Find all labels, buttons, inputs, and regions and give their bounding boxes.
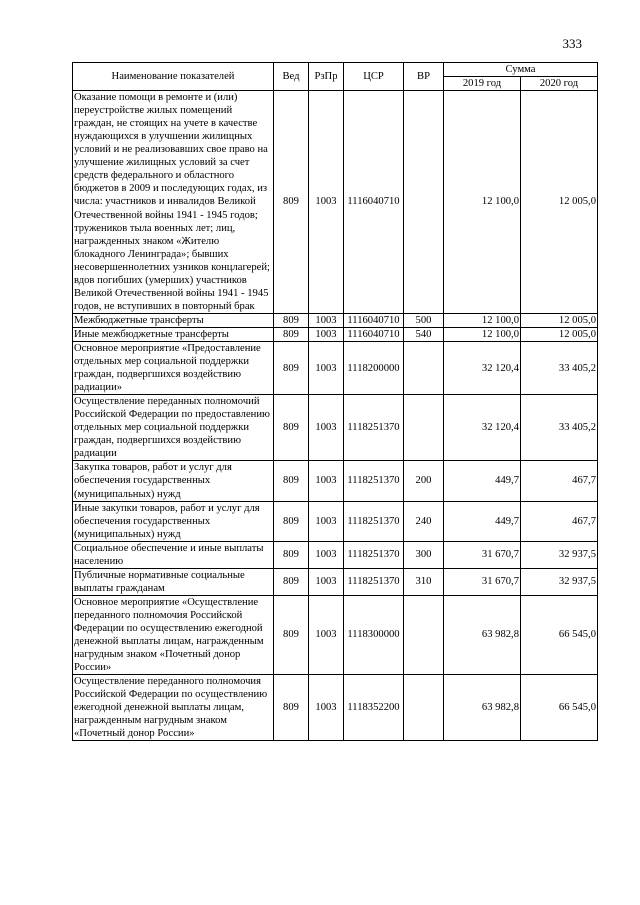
- cell-csr: 1118251370: [344, 461, 404, 501]
- cell-rzpr: 1003: [309, 327, 344, 341]
- cell-ved: 809: [274, 541, 309, 568]
- cell-vr: [404, 341, 444, 394]
- cell-sum-2019: 32 120,4: [444, 395, 521, 461]
- cell-sum-2019: 31 670,7: [444, 541, 521, 568]
- cell-sum-2020: 12 005,0: [521, 91, 598, 314]
- cell-csr: 1118251370: [344, 395, 404, 461]
- cell-csr: 1118251370: [344, 568, 404, 595]
- cell-rzpr: 1003: [309, 541, 344, 568]
- budget-table: [72, 62, 598, 741]
- cell-csr: 1118352200: [344, 675, 404, 741]
- cell-sum-2019: 31 670,7: [444, 568, 521, 595]
- cell-csr: 1118251370: [344, 541, 404, 568]
- cell-rzpr: 1003: [309, 461, 344, 501]
- cell-vr: [404, 91, 444, 314]
- header-csr: ЦСР: [344, 63, 404, 91]
- cell-vr: [404, 395, 444, 461]
- cell-rzpr: 1003: [309, 568, 344, 595]
- cell-name: Социальное обеспечение и иные выплаты населению: [73, 541, 274, 568]
- cell-name: Основное мероприятие «Предоставление отдельных мер социальной поддержки граждан, подвергшихся воздействию радиации»: [73, 341, 274, 394]
- header-sum: Сумма: [444, 63, 598, 77]
- cell-vr: 240: [404, 501, 444, 541]
- cell-sum-2020: 66 545,0: [521, 675, 598, 741]
- table-row: [73, 313, 598, 327]
- cell-name: Иные межбюджетные трансферты: [73, 327, 274, 341]
- table-row: [73, 595, 598, 674]
- cell-csr: 1116040710: [344, 91, 404, 314]
- cell-sum-2019: 63 982,8: [444, 675, 521, 741]
- table-row: [73, 541, 598, 568]
- cell-ved: 809: [274, 461, 309, 501]
- table-row: [73, 395, 598, 461]
- cell-sum-2020: 12 005,0: [521, 313, 598, 327]
- cell-name: Межбюджетные трансферты: [73, 313, 274, 327]
- cell-rzpr: 1003: [309, 675, 344, 741]
- cell-csr: 1118300000: [344, 595, 404, 674]
- cell-name: Иные закупки товаров, работ и услуг для обеспечения государственных (муниципальных) нужд: [73, 501, 274, 541]
- cell-ved: 809: [274, 675, 309, 741]
- cell-rzpr: 1003: [309, 341, 344, 394]
- cell-name: Осуществление переданного полномочия Российской Федерации по осуществлению ежегодной денежной выплаты лицам, награжденным нагрудным знаком «Почетный донор России»: [73, 675, 274, 741]
- cell-vr: 310: [404, 568, 444, 595]
- cell-vr: [404, 675, 444, 741]
- cell-sum-2020: 33 405,2: [521, 341, 598, 394]
- cell-vr: 300: [404, 541, 444, 568]
- cell-sum-2019: 12 100,0: [444, 91, 521, 314]
- table-row: [73, 91, 598, 314]
- table-row: [73, 675, 598, 741]
- table-body: [73, 91, 598, 741]
- cell-csr: 1116040710: [344, 313, 404, 327]
- cell-sum-2020: 12 005,0: [521, 327, 598, 341]
- cell-name: Оказание помощи в ремонте и (или) переустройстве жилых помещений граждан, не стоящих на учете в качестве нуждающихся в улучшении жилищных условий и не реализовавших свое право на улучшение жилищных условий за счет средств федерального и областного бюджетов в 2009 и последующих годах, из числа: участников и инвалидов Великой Отечественной войны 1941 - 1945 годов; тружеников тыла военных лет; лиц, награжденных знаком «Жителю блокадного Ленинграда»; бывших несовершеннолетних узников концлагерей; вдов погибших (умерших) участников Великой Отечественной войны 1941 - 1945 годов, не вступивших в повторный брак: [73, 91, 274, 314]
- table-row: [73, 341, 598, 394]
- cell-csr: 1118200000: [344, 341, 404, 394]
- cell-sum-2020: 467,7: [521, 461, 598, 501]
- cell-vr: 540: [404, 327, 444, 341]
- cell-sum-2019: 12 100,0: [444, 313, 521, 327]
- header-year-2019: 2019 год: [444, 77, 521, 91]
- cell-rzpr: 1003: [309, 313, 344, 327]
- cell-csr: 1116040710: [344, 327, 404, 341]
- table-row: [73, 501, 598, 541]
- cell-ved: 809: [274, 395, 309, 461]
- cell-ved: 809: [274, 595, 309, 674]
- cell-name: Осуществление переданных полномочий Российской Федерации по предоставлению отдельных мер социальной поддержки граждан, подвергшихся воздействию радиации: [73, 395, 274, 461]
- cell-rzpr: 1003: [309, 91, 344, 314]
- header-row-top: [73, 63, 598, 77]
- cell-vr: [404, 595, 444, 674]
- cell-sum-2019: 449,7: [444, 501, 521, 541]
- table-row: [73, 327, 598, 341]
- cell-sum-2019: 12 100,0: [444, 327, 521, 341]
- cell-csr: 1118251370: [344, 501, 404, 541]
- cell-name: Основное мероприятие «Осуществление переданного полномочия Российской Федерации по осуществлению ежегодной денежной выплаты лицам, награжденным нагрудным знаком «Почетный донор России»: [73, 595, 274, 674]
- cell-ved: 809: [274, 91, 309, 314]
- table-row: [73, 568, 598, 595]
- header-year-2020: 2020 год: [521, 77, 598, 91]
- cell-name: Публичные нормативные социальные выплаты гражданам: [73, 568, 274, 595]
- cell-sum-2019: 63 982,8: [444, 595, 521, 674]
- cell-rzpr: 1003: [309, 595, 344, 674]
- cell-ved: 809: [274, 327, 309, 341]
- cell-vr: 500: [404, 313, 444, 327]
- header-name: Наименование показателей: [73, 63, 274, 91]
- cell-ved: 809: [274, 313, 309, 327]
- table-row: [73, 461, 598, 501]
- cell-sum-2020: 32 937,5: [521, 541, 598, 568]
- cell-sum-2020: 32 937,5: [521, 568, 598, 595]
- cell-sum-2020: 467,7: [521, 501, 598, 541]
- cell-rzpr: 1003: [309, 501, 344, 541]
- page-number: 333: [562, 36, 582, 51]
- cell-ved: 809: [274, 501, 309, 541]
- cell-sum-2019: 32 120,4: [444, 341, 521, 394]
- header-rzpr: РзПр: [309, 63, 344, 91]
- cell-rzpr: 1003: [309, 395, 344, 461]
- cell-sum-2020: 33 405,2: [521, 395, 598, 461]
- cell-ved: 809: [274, 341, 309, 394]
- cell-sum-2019: 449,7: [444, 461, 521, 501]
- cell-vr: 200: [404, 461, 444, 501]
- header-vr: ВР: [404, 63, 444, 91]
- header-ved: Вед: [274, 63, 309, 91]
- cell-ved: 809: [274, 568, 309, 595]
- cell-sum-2020: 66 545,0: [521, 595, 598, 674]
- cell-name: Закупка товаров, работ и услуг для обеспечения государственных (муниципальных) нужд: [73, 461, 274, 501]
